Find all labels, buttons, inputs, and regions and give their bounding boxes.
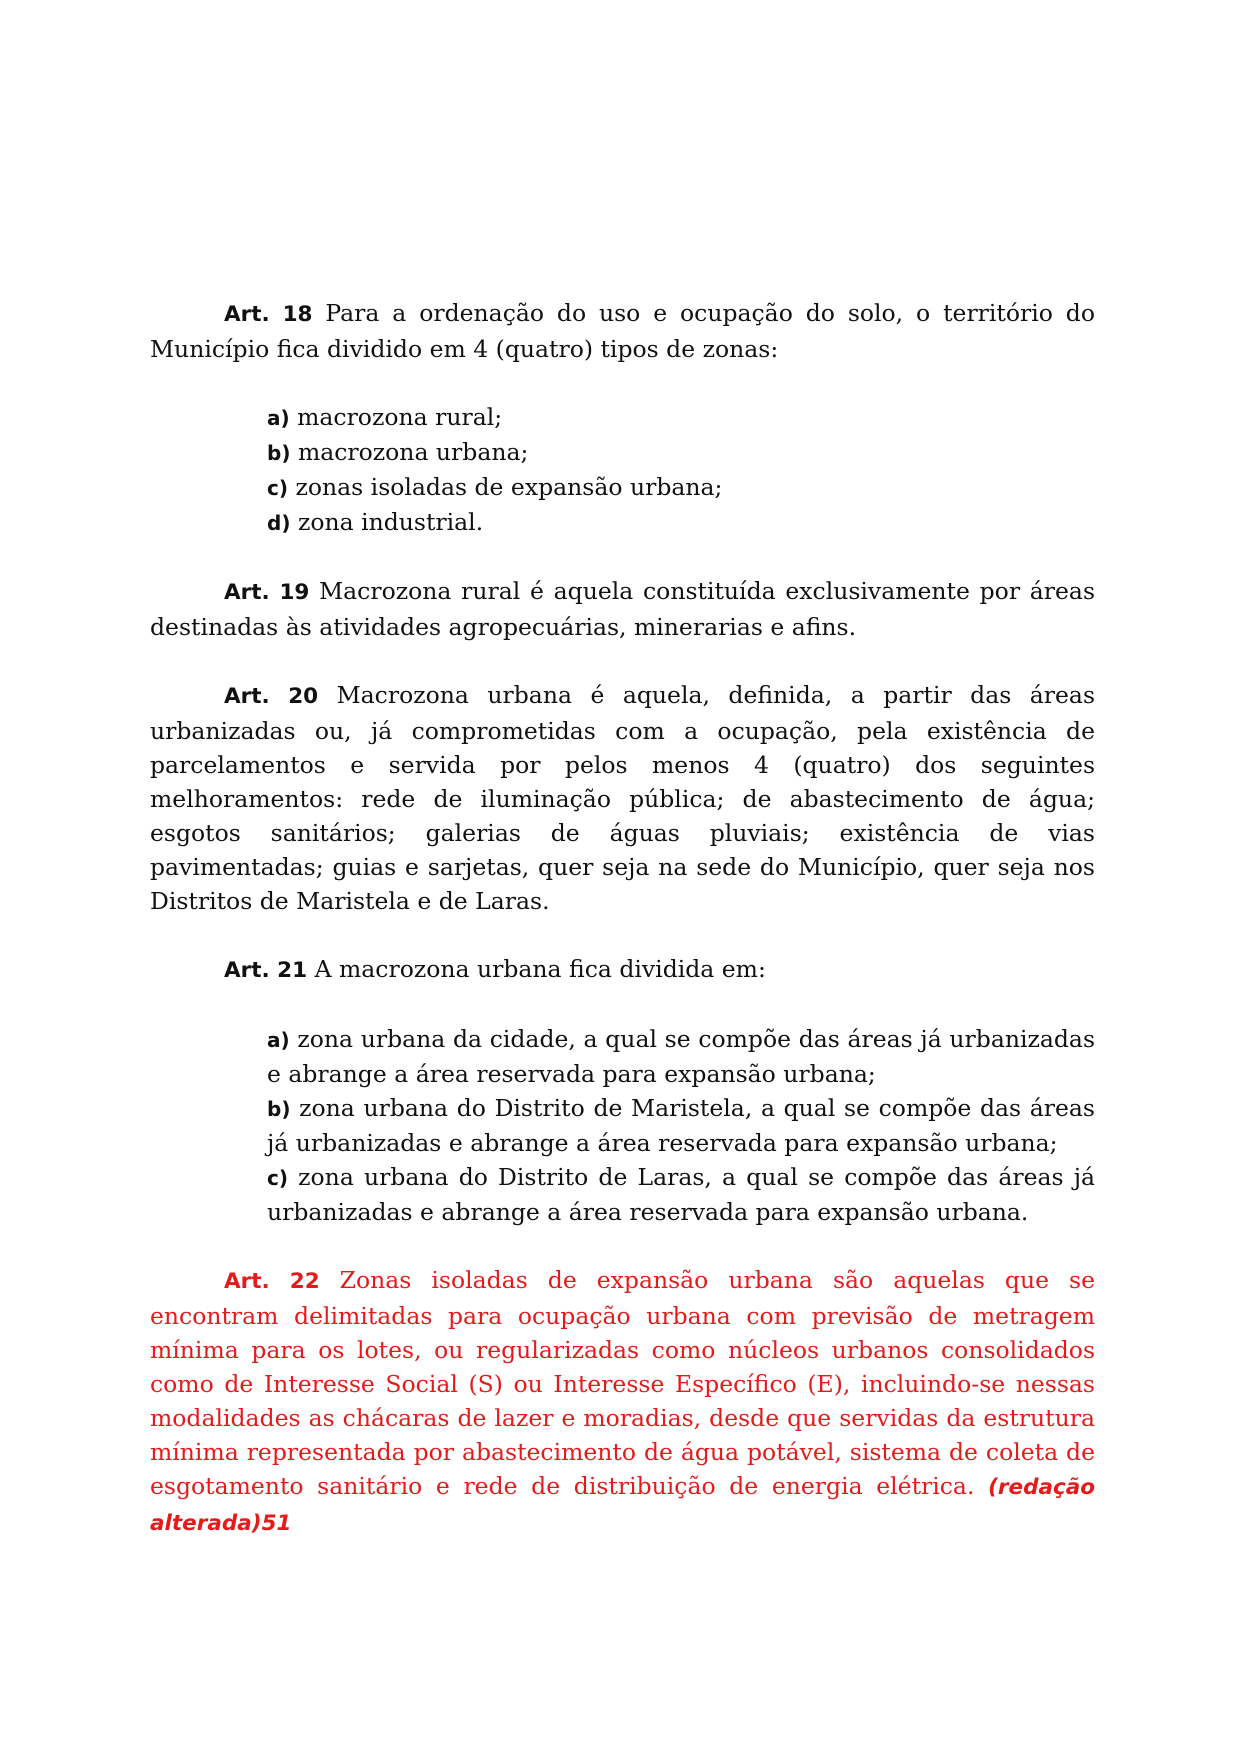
list-item bbox=[267, 400, 1095, 435]
list-item bbox=[267, 1160, 1095, 1229]
article-20 bbox=[150, 678, 1095, 918]
article-21-label: Art. 21 bbox=[224, 958, 308, 983]
document-page bbox=[150, 296, 1095, 1541]
article-20-label: Art. 20 bbox=[224, 684, 319, 709]
article-21 bbox=[150, 952, 1095, 988]
list-item bbox=[267, 435, 1095, 470]
list-item-text: zona urbana do Distrito de Laras, a qual se compõe das áreas já urbanizadas e abrange a área reservada para expansão urbana. bbox=[267, 1163, 1095, 1226]
article-22 bbox=[150, 1263, 1095, 1541]
article-18-text: Para a ordenação do uso e ocupação do solo, o território do Município fica dividido em 4 (quatro) tipos de zonas: bbox=[150, 299, 1095, 363]
article-22-text: Zonas isoladas de expansão urbana são aquelas que se encontram delimitadas para ocupação urbana com previsão de metragem mínima para os lotes, ou regularizadas como núcleos urbanos consolidados como de Interesse Social (S) ou Interesse Específico (E), incluindo-se nessas modalidades as chácaras de lazer e moradias, desde que servidas da estrutura mínima representada por abastecimento de água potável, sistema de coleta de esgotamento sanitário e rede de distribuição de energia elétrica. bbox=[150, 1266, 1095, 1500]
list-item-label: c) bbox=[267, 476, 288, 500]
list-item-text: macrozona urbana; bbox=[290, 438, 529, 466]
article-19-label: Art. 19 bbox=[224, 580, 310, 605]
article-19 bbox=[150, 574, 1095, 644]
list-item-label: b) bbox=[267, 1097, 291, 1121]
article-21-text: A macrozona urbana fica dividida em: bbox=[307, 955, 766, 983]
article-18-label: Art. 18 bbox=[224, 302, 313, 327]
list-item-label: a) bbox=[267, 1028, 290, 1052]
article-18 bbox=[150, 296, 1095, 366]
list-item-text: zona industrial. bbox=[290, 508, 484, 536]
list-item-text: zonas isoladas de expansão urbana; bbox=[288, 473, 723, 501]
list-item-text: zona urbana da cidade, a qual se compõe das áreas já urbanizadas e abrange a área reservada para expansão urbana; bbox=[267, 1025, 1095, 1088]
list-item-text: macrozona rural; bbox=[289, 403, 503, 431]
list-item bbox=[267, 1091, 1095, 1160]
list-item bbox=[267, 1022, 1095, 1091]
article-20-text: Macrozona urbana é aquela, definida, a partir das áreas urbanizadas ou, já comprometidas com a ocupação, pela existência de parcelamentos e servida por pelos menos 4 (quatro) dos seguintes melhoramentos: rede de iluminação pública; de abastecimento de água; esgotos sanitários; galerias de águas pluviais; existência de vias pavimentadas; guias e sarjetas, quer seja na sede do Município, quer seja nos Distritos de Maristela e de Laras. bbox=[150, 681, 1096, 915]
list-item-label: a) bbox=[267, 406, 290, 430]
article-22-label: Art. 22 bbox=[224, 1269, 320, 1294]
list-item bbox=[267, 505, 1095, 540]
list-item-label: c) bbox=[267, 1166, 288, 1190]
article-18-list bbox=[150, 400, 1095, 540]
list-item-label: b) bbox=[267, 441, 291, 465]
article-21-list bbox=[150, 1022, 1095, 1229]
list-item-text: zona urbana do Distrito de Maristela, a qual se compõe das áreas já urbanizadas e abrange a área reservada para expansão urbana; bbox=[267, 1094, 1095, 1157]
list-item-label: d) bbox=[267, 511, 291, 535]
article-19-text: Macrozona rural é aquela constituída exclusivamente por áreas destinadas às atividades agropecuárias, minerarias e afins. bbox=[150, 577, 1096, 641]
amendment-note: (redação alterada)51 bbox=[150, 1475, 1095, 1536]
list-item bbox=[267, 470, 1095, 505]
